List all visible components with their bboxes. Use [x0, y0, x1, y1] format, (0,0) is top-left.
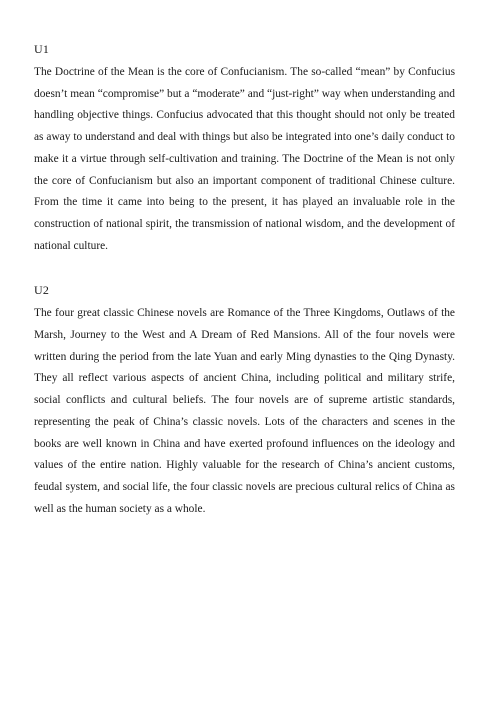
section-paragraph: The Doctrine of the Mean is the core of Confucianism. The so-called “mean” by Confucius doesn’t mean “compromise” but a “moderate” and “just-right” way when understanding and handling objective things. Confucius advocated that this thought should not only be treated as away to understand and deal with things but also be integrated into one’s daily conduct to make it a virtue through self-cultivation and training. The Doctrine of the Mean is not only the core of Confucianism but also an important component of traditional Chinese culture. From the time it came into being to the present, it has played an invaluable role in the construction of national spirit, the transmission of national wisdom, and the development of national culture. — [34, 66, 455, 252]
document-content — [34, 40, 455, 520]
section-u1 — [34, 40, 455, 257]
section-paragraph: The four great classic Chinese novels are Romance of the Three Kingdoms, Outlaws of the Marsh, Journey to the West and A Dream of Red Mansions. All of the four novels were written during the period from the late Yuan and early Ming dynasties to the Qing Dynasty. They all reflect various aspects of ancient China, including political and military strife, social conflicts and cultural beliefs. The four novels are of supreme artistic standards, representing the peak of China’s classic novels. Lots of the characters and scenes in the books are well known in China and have exerted profound influences on the ideology and values of the entire nation. Highly valuable for the research of China’s ancient customs, feudal system, and social life, the four classic novels are precious cultural relics of China as well as the human society as a whole. — [34, 307, 455, 515]
section-heading: U1 — [34, 42, 50, 56]
section-heading: U2 — [34, 283, 50, 298]
section-u2 — [34, 281, 455, 520]
